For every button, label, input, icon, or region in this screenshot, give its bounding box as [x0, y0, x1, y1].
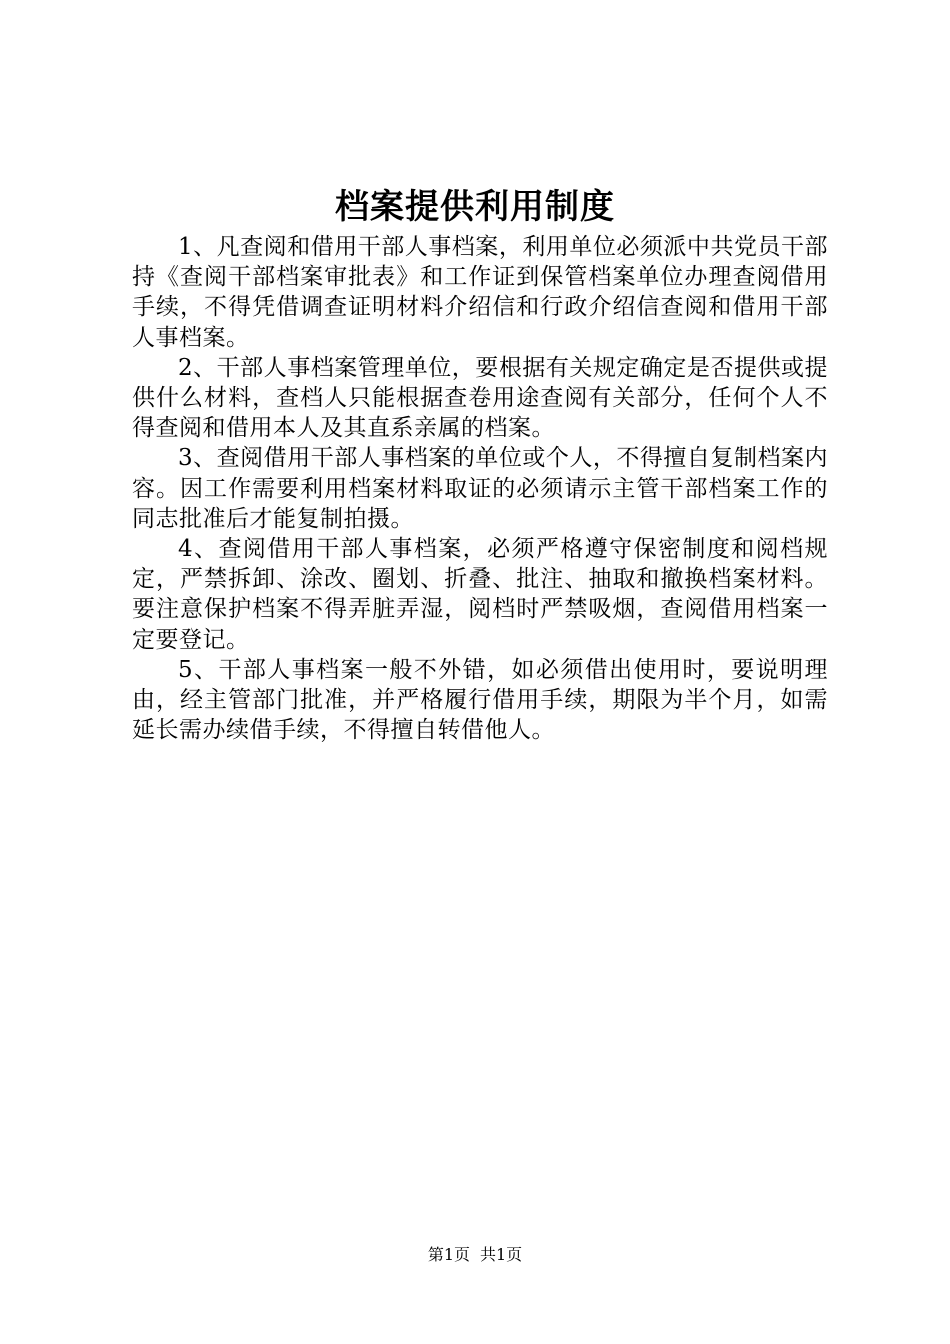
document-title: 档案提供利用制度 [335, 187, 615, 227]
paragraph-5: 5、干部人事档案一般不外错，如必须借出使用时，要说明理由，经主管部门批准，并严格履行借用手续，期限为半个月，如需延长需办续借手续，不得擅自转借他人。 [132, 656, 828, 744]
page-footer [0, 1244, 950, 1266]
paragraph-1: 1、凡查阅和借用干部人事档案，利用单位必须派中共党员干部持《查阅干部档案审批表》和工作证到保管档案单位办理查阅借用手续，不得凭借调查证明材料介绍信和行政介绍信查阅和借用干部人事档案。 [132, 234, 828, 351]
document-body [132, 232, 828, 745]
paragraph-3: 3、查阅借用干部人事档案的单位或个人，不得擅自复制档案内容。因工作需要利用档案材料取证的必须请示主管干部档案工作的同志批准后才能复制拍摄。 [132, 445, 828, 532]
page-number: 第1页 [427, 1245, 470, 1264]
page-total: 共1页 [480, 1245, 523, 1264]
paragraph-4: 4、查阅借用干部人事档案，必须严格遵守保密制度和阅档规定，严禁拆卸、涂改、圈划、折叠、批注、抽取和撤换档案材料。要注意保护档案不得弄脏弄湿，阅档时严禁吸烟，查阅借用档案一定要登记。 [132, 536, 828, 653]
paragraph-2: 2、干部人事档案管理单位，要根据有关规定确定是否提供或提供什么材料，查档人只能根据查卷用途查阅有关部分，任何个人不得查阅和借用本人及其直系亲属的档案。 [132, 354, 828, 442]
